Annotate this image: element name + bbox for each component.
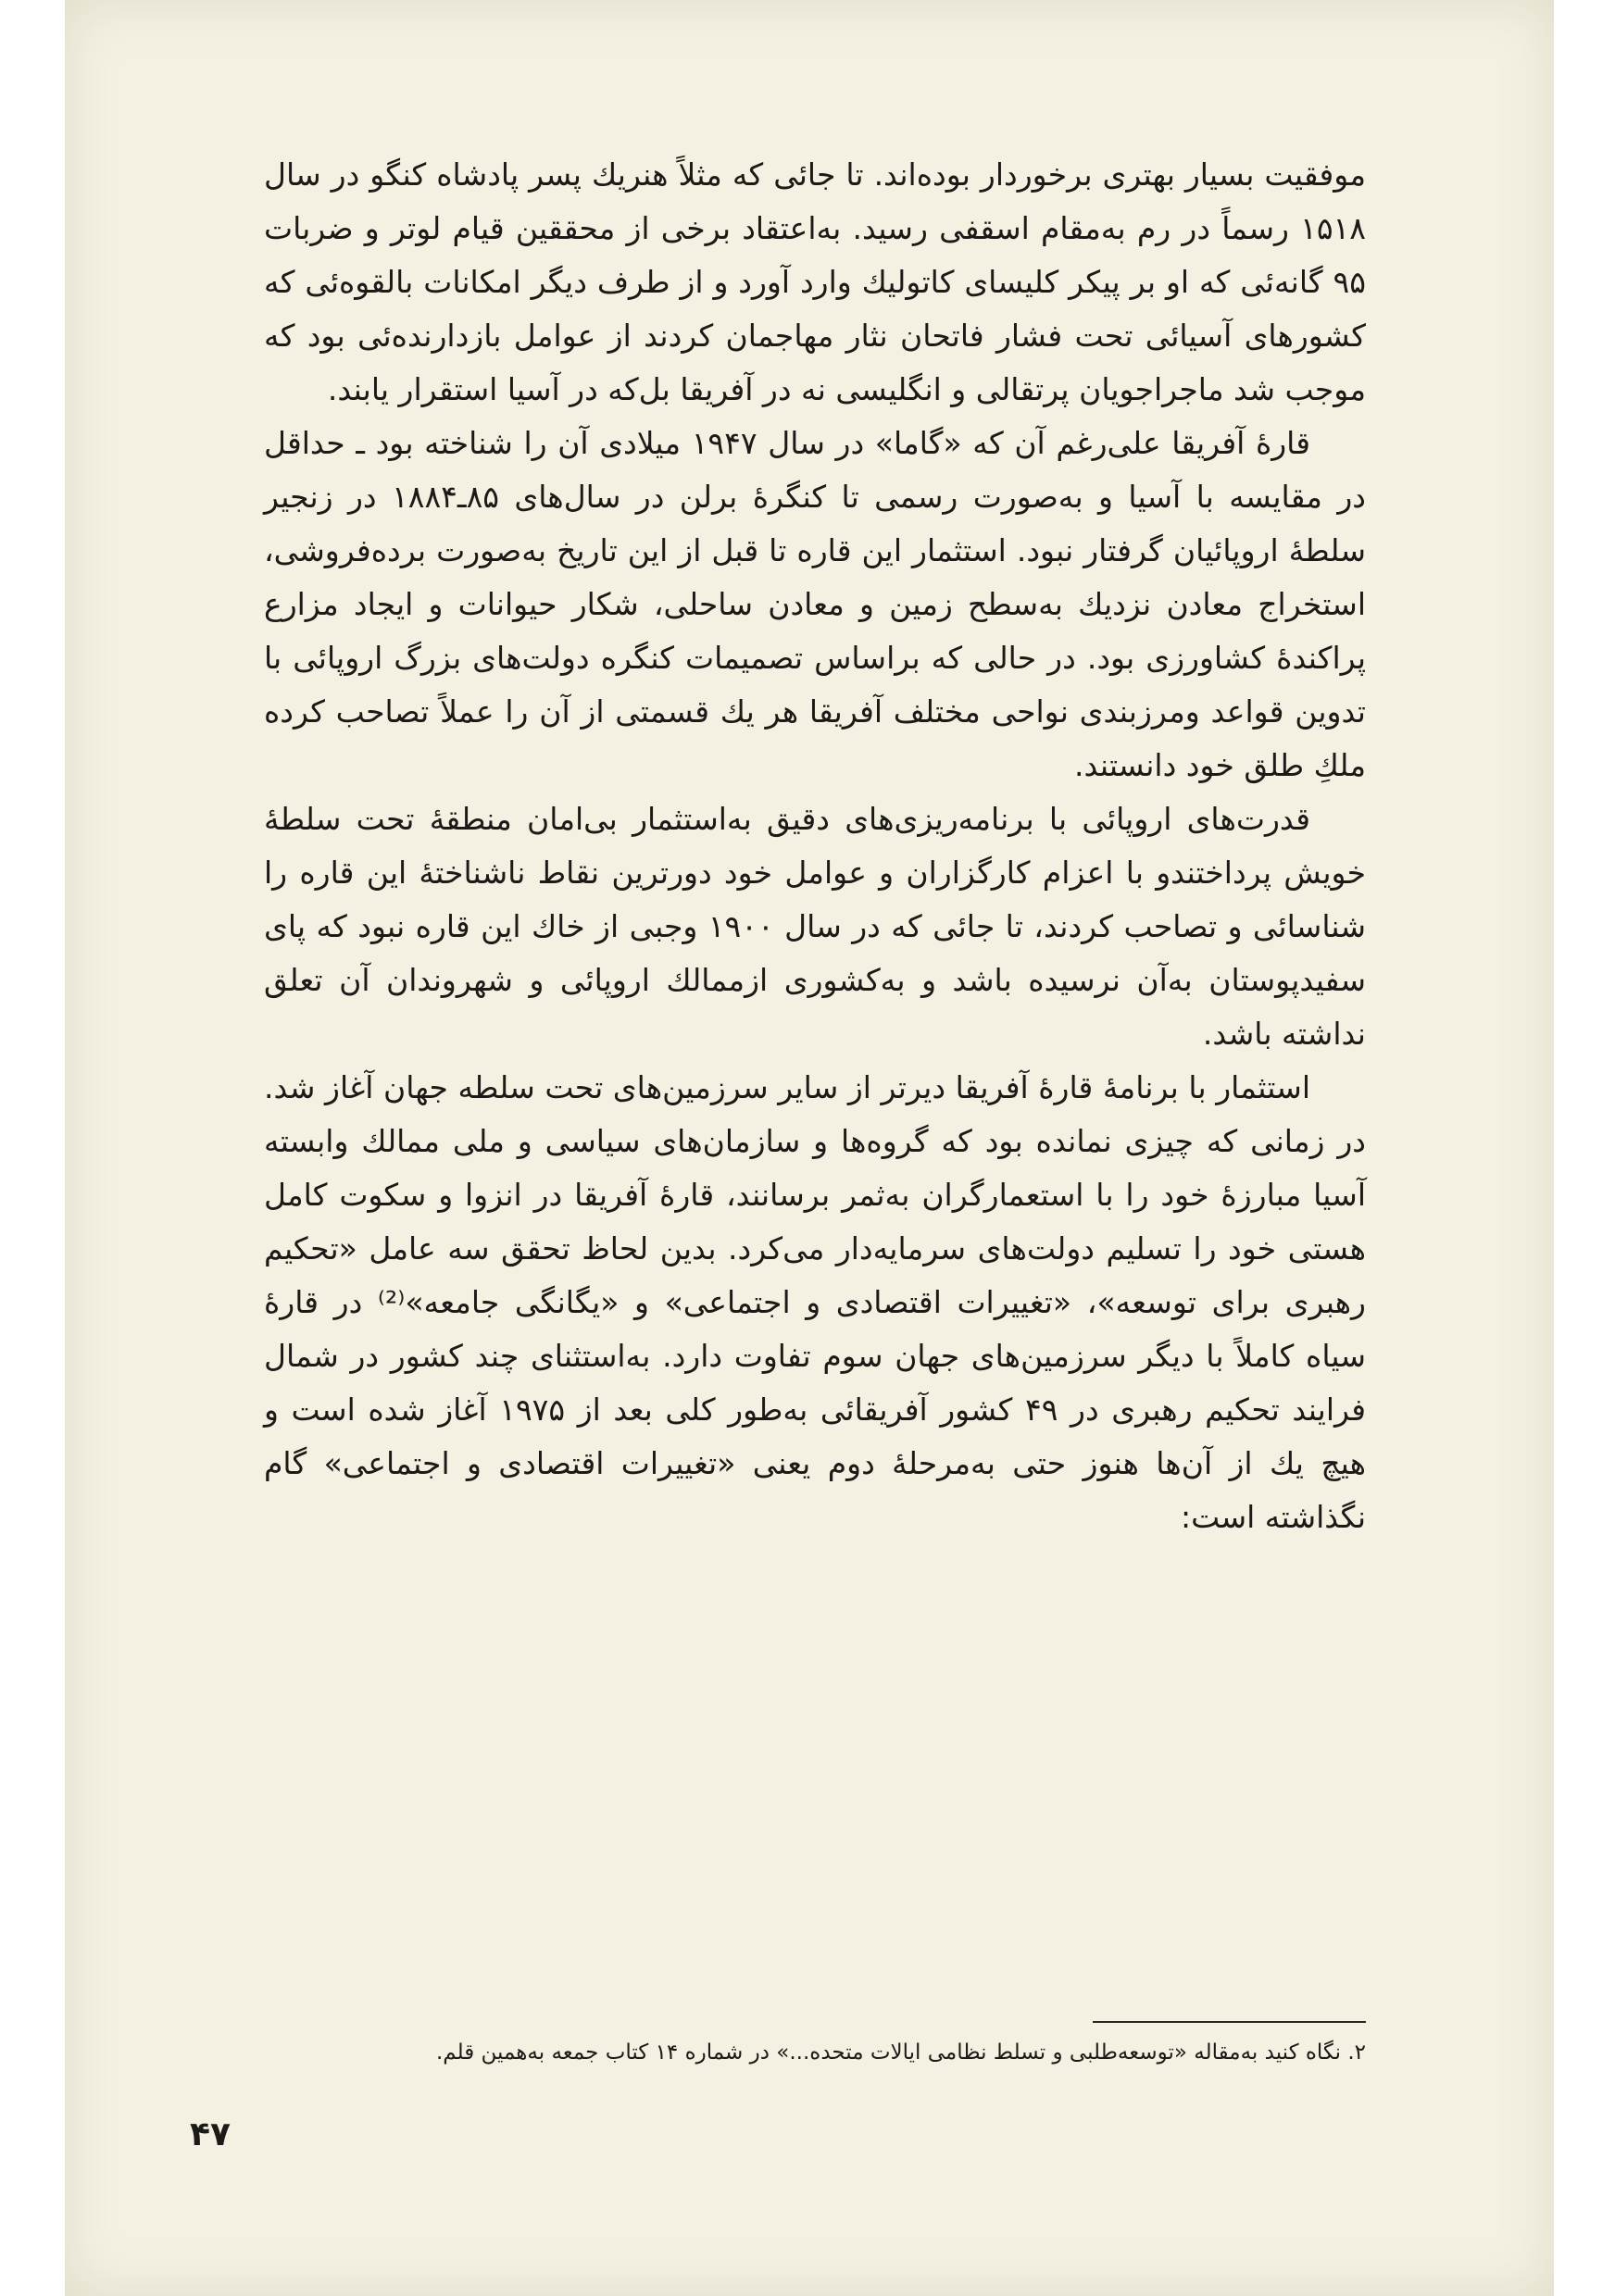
paragraph-3: قدرت‌های اروپائی با برنامه‌ریزی‌های دقیق به‌استثمار بی‌امان منطقهٔ تحت سلطهٔ خویش پرداختندو با اعزام کارگزاران و عوامل خود دورترین نقاط ناشناختهٔ این قاره را شناسائی و تصاحب کردند، تا جائی که در سال ۱۹۰۰ وجبی از خاك این قاره نبود که پای سفیدپوستان به‌آن نرسیده باشد و به‌کشوری ازممالك اروپائی و شهروندان آن تعلق نداشته باشد. — [264, 801, 1366, 1052]
paragraph-2: قارهٔ آفریقا علی‌رغم آن که «گاما» در سال ۱۹۴۷ میلادی آن را شناخته بود ـ حداقل در مقایسه با آسیا و به‌صورت رسمی تا کنگرهٔ برلن در سال‌های ۸۵ـ۱۸۸۴ در زنجیر سلطهٔ اروپائیان گرفتار نبود. استثمار این قاره تا قبل از این تاریخ به‌صورت برده‌فروشی، استخراج معادن نزدیك به‌سطح زمین و معادن ساحلی، شکار حیوانات و ایجاد مزارع پراکندهٔ کشاورزی بود. در حالی که براساس تصمیمات کنگره دولت‌های بزرگ اروپائی با تدوین قواعد ومرزبندی نواحی مختلف آفریقا هر یك قسمتی از آن را عملاً تصاحب کرده ملكِ طلق خود دانستند. — [264, 425, 1366, 783]
page-number: ۴۷ — [190, 2115, 231, 2153]
body-text — [264, 148, 1366, 1544]
paragraph-1: موفقیت بسیار بهتری برخوردار بوده‌اند. تا جائی که مثلاً هنریك پسر پادشاه کنگو در سال ۱۵۱۸ رسماً در رم به‌مقام اسقفی رسید. به‌اعتقاد برخی از محققین قیام لوتر و ضربات ۹۵ گانه‌ئی که او بر پیکر کلیسای کاتولیك وارد آورد و از طرف دیگر امکانات بالقوه‌ئی که کشورهای آسیائی تحت فشار فاتحان نثار مهاجمان کردند از عوامل بازدارنده‌ئی بود که موجب شد ماجراجویان پرتقالی و انگلیسی نه در آفریقا بل‌که در آسیا استقرار یابند. — [264, 156, 1366, 407]
footnote: ۲. نگاه کنید به‌مقاله «توسعه‌طلبی و تسلط نظامی ایالات متحده...» در شماره ۱۴ کتاب جمعه به‌همین قلم. — [435, 2040, 1366, 2065]
paragraph-4: استثمار با برنامهٔ قارهٔ آفریقا دیرتر از سایر سرزمین‌های تحت سلطه جهان آغاز شد. در زمانی که چیزی نمانده بود که گروه‌ها و سازمان‌های سیاسی و ملی ممالك وابسته آسیا مبارزهٔ خود را با استعمارگران به‌ثمر برسانند، قارهٔ آفریقا در انزوا و سکوت کامل هستی خود را تسلیم دولت‌های سرمایه‌دار می‌کرد. بدین لحاظ تحقق سه عامل «تحکیم رهبری برای توسعه»، «تغییرات اقتصادی و اجتماعی» و «یگانگی جامعه»⁽²⁾ در قارهٔ سیاه کاملاً با دیگر سرزمین‌های جهان سوم تفاوت دارد. به‌استثنای چند کشور در شمال فرایند تحکیم رهبری در ۴۹ کشور آفریقائی به‌طور کلی بعد از ۱۹۷۵ آغاز شده است و هیچ یك از آن‌ها هنوز حتی به‌مرحلهٔ دوم یعنی «تغییرات اقتصادی و اجتماعی» گام نگذاشته است: — [264, 1069, 1367, 1535]
footnote-divider — [1093, 2021, 1366, 2023]
